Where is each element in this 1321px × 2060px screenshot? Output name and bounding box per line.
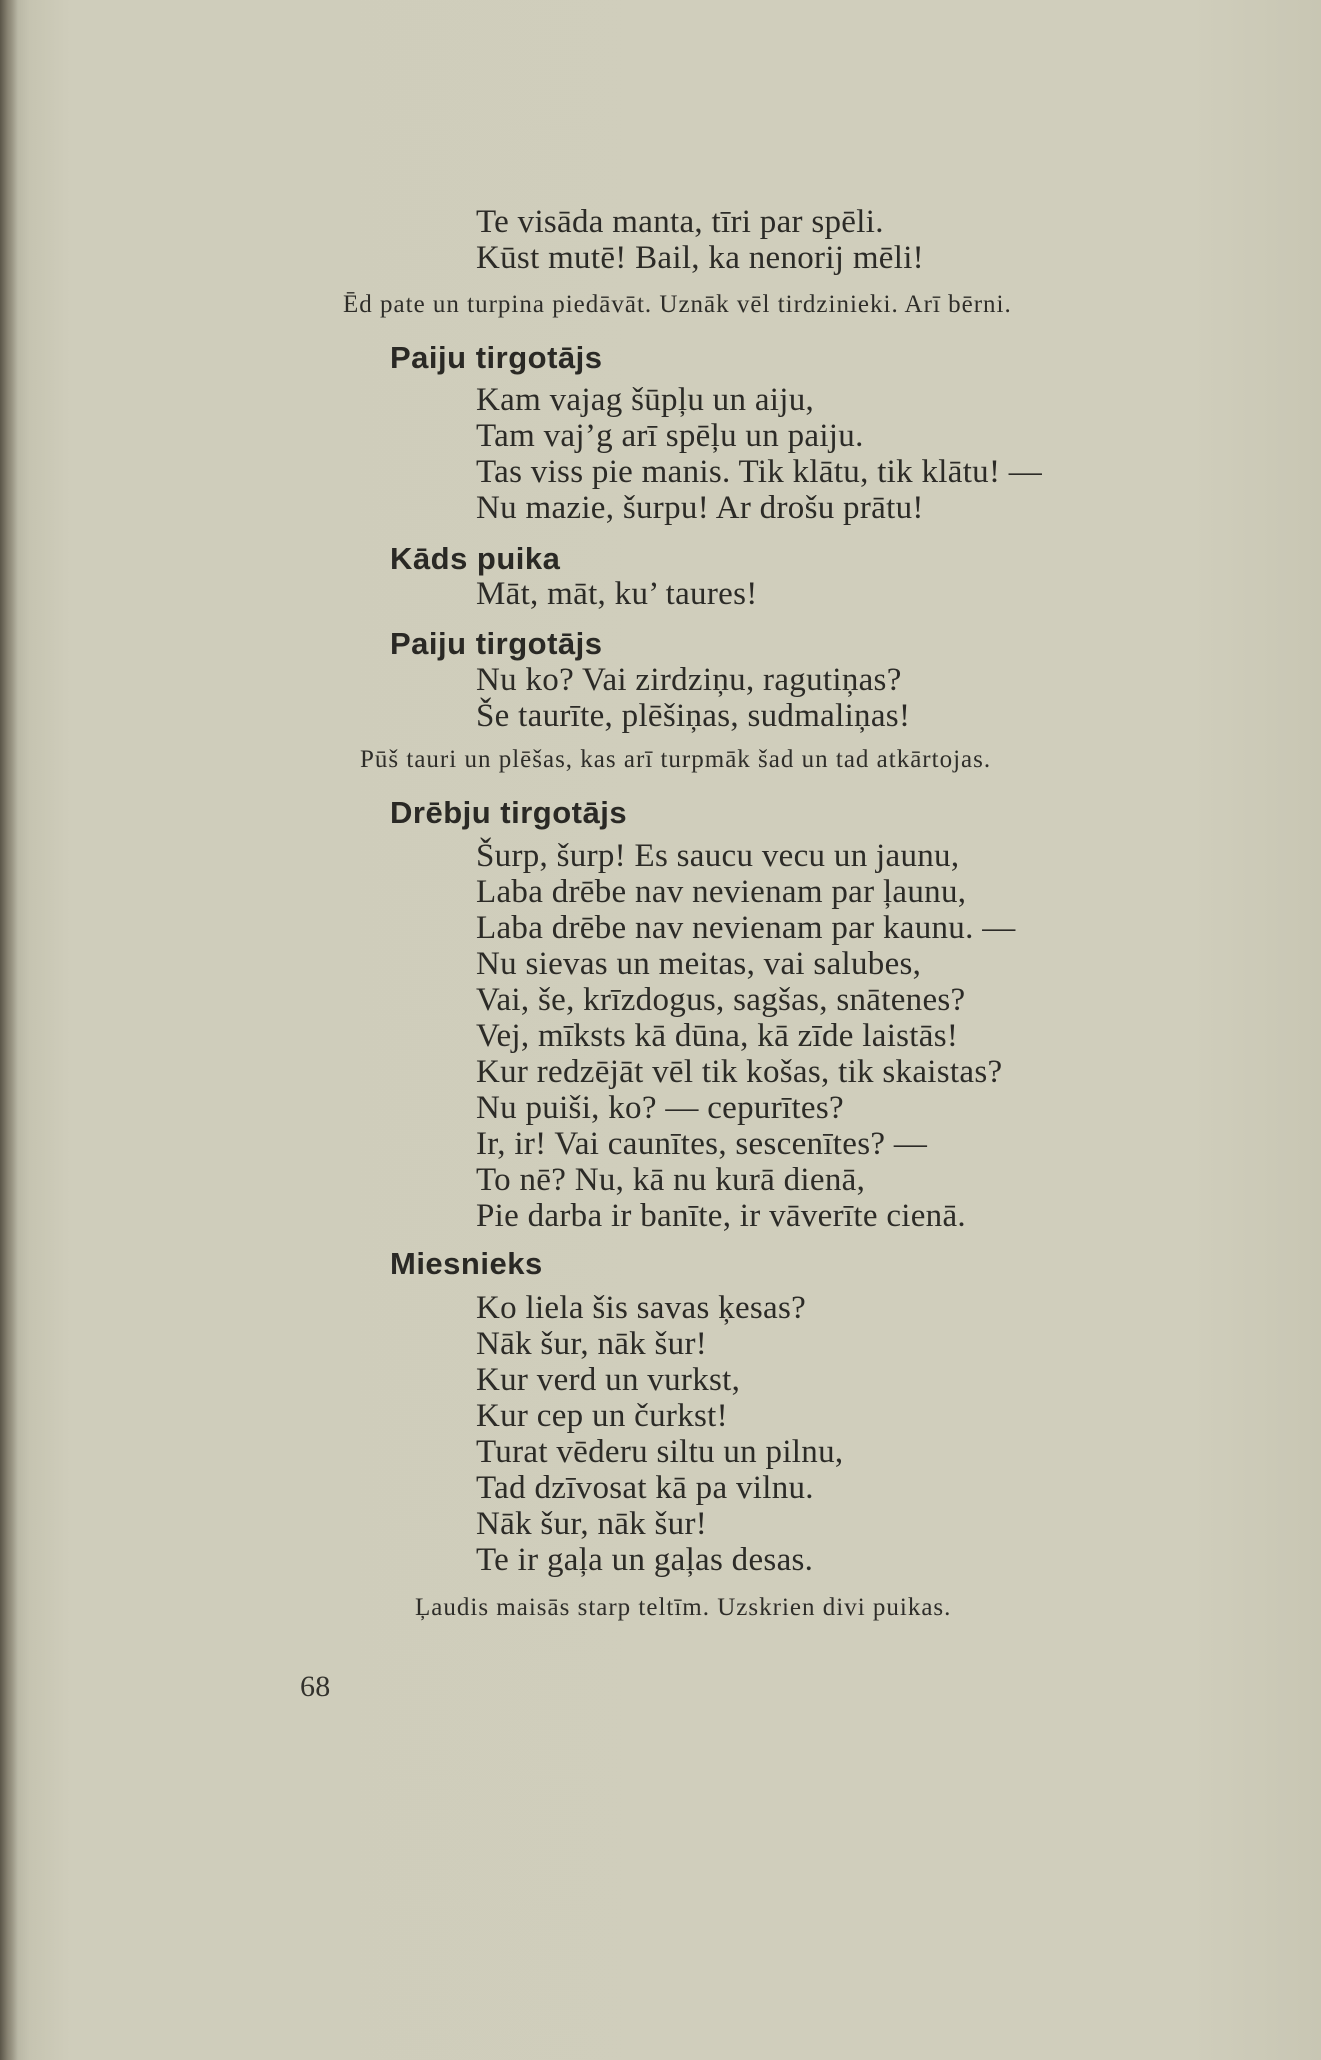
- speaker-name: Drēbju tirgotājs: [390, 795, 628, 830]
- speaker-name: Miesnieks: [390, 1246, 543, 1281]
- page-number: 68: [300, 1670, 331, 1703]
- verse-line: Šurp, šurp! Es saucu vecu un jaunu,: [476, 838, 960, 874]
- verse-line: Ko liela šis savas ķesas?: [476, 1290, 807, 1326]
- verse-line: Kūst mutē! Bail, ka nenorij mēli!: [476, 240, 924, 276]
- verse-line: Kam vajag šūpļu un aiju,: [476, 382, 815, 418]
- stage-direction: Ēd pate un turpina piedāvāt. Uznāk vēl tirdzinieki. Arī bērni.: [343, 291, 1012, 318]
- verse-line: Laba drēbe nav nevienam par ļaunu,: [476, 874, 967, 910]
- verse-line: Māt, māt, ku’ taures!: [476, 576, 758, 612]
- verse-line: Tas viss pie manis. Tik klātu, tik klātu! —: [476, 454, 1043, 490]
- verse-line: Nāk šur, nāk šur!: [476, 1326, 708, 1362]
- verse-line: Tam vaj’g arī spēļu un paiju.: [476, 418, 864, 454]
- verse-line: To nē? Nu, kā nu kurā dienā,: [476, 1162, 866, 1198]
- verse-line: Nāk šur, nāk šur!: [476, 1506, 708, 1542]
- verse-line: Nu sievas un meitas, vai salubes,: [476, 946, 922, 982]
- verse-line: Vai, še, krīzdogus, sagšas, snātenes?: [476, 982, 966, 1018]
- verse-line: Kur redzējāt vēl tik košas, tik skaistas?: [476, 1054, 1003, 1090]
- speaker-name: Kāds puika: [390, 541, 561, 576]
- verse-line: Laba drēbe nav nevienam par kaunu. —: [476, 910, 1016, 946]
- verse-line: Pie darba ir banīte, ir vāverīte cienā.: [476, 1198, 966, 1234]
- verse-line: Te visāda manta, tīri par spēli.: [476, 204, 884, 240]
- speaker-name: Paiju tirgotājs: [390, 340, 603, 375]
- verse-line: Kur cep un čurkst!: [476, 1398, 728, 1434]
- verse-line: Te ir gaļa un gaļas desas.: [476, 1542, 814, 1578]
- speaker-name: Paiju tirgotājs: [390, 626, 603, 661]
- verse-line: Ir, ir! Vai caunītes, sescenītes? —: [476, 1126, 928, 1162]
- verse-line: Tad dzīvosat kā pa vilnu.: [476, 1470, 814, 1506]
- stage-direction: Ļaudis maisās starp teltīm. Uzskrien divi puikas.: [415, 1594, 952, 1621]
- verse-line: Turat vēderu siltu un pilnu,: [476, 1434, 844, 1470]
- verse-line: Nu mazie, šurpu! Ar drošu prātu!: [476, 490, 924, 526]
- verse-line: Nu puiši, ko? — cepurītes?: [476, 1090, 844, 1126]
- verse-line: Vej, mīksts kā dūna, kā zīde laistās!: [476, 1018, 959, 1054]
- verse-line: Nu ko? Vai zirdziņu, ragutiņas?: [476, 662, 902, 698]
- stage-direction: Pūš tauri un plēšas, kas arī turpmāk šad un tad atkārtojas.: [360, 746, 992, 773]
- verse-line: Kur verd un vurkst,: [476, 1362, 741, 1398]
- verse-line: Še taurīte, plēšiņas, sudmaliņas!: [476, 698, 911, 734]
